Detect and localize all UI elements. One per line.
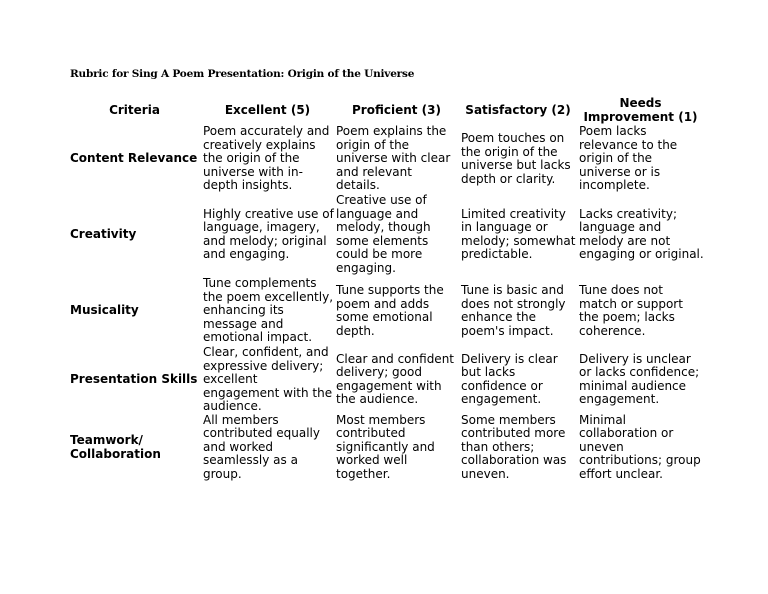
- proficient-cell: Creative use of language and melody, though some elements could be more engaging.: [336, 193, 431, 275]
- proficient-cell: Tune supports the poem and adds some emotional depth.: [336, 283, 444, 338]
- table-row: [68, 125, 704, 193]
- excellent-cell: Highly creative use of language, imagery, and melody; original and engaging.: [203, 206, 334, 261]
- header-satisfactory: Satisfactory (2): [465, 102, 571, 117]
- excellent-cell: All members contributed equally and worked seamlessly as a group.: [203, 412, 320, 481]
- excellent-cell: Poem accurately and creatively explains the origin of the universe with in-depth insights.: [203, 124, 330, 193]
- document-title: Rubric for Sing A Poem Presentation: Origin of the Universe: [70, 68, 415, 80]
- needs-improvement-cell: Poem lacks relevance to the origin of the universe or is incomplete.: [579, 124, 678, 193]
- satisfactory-cell: Limited creativity in language or melody; somewhat predictable.: [461, 206, 576, 261]
- header-row: [68, 96, 704, 125]
- criteria-cell: Presentation Skills: [70, 372, 198, 386]
- header-excellent: Excellent (5): [224, 102, 311, 117]
- needs-improvement-cell: Lacks creativity; language and melody are not engaging or original.: [579, 206, 704, 261]
- excellent-cell: Tune complements the poem excellently, enhancing its message and emotional impact.: [203, 276, 334, 345]
- excellent-cell: Clear, confident, and expressive delivery; excellent engagement with the audience.: [203, 345, 333, 413]
- table-row: [68, 346, 704, 414]
- satisfactory-cell: Some members contributed more than others; collaboration was uneven.: [461, 412, 567, 481]
- header-criteria: Criteria: [109, 102, 160, 117]
- criteria-cell: Teamwork/ Collaboration: [70, 433, 161, 461]
- rubric-table: [68, 96, 704, 482]
- proficient-cell: Clear and confident delivery; good engagement with the audience.: [336, 351, 455, 407]
- header-needs-improvement: Needs Improvement (1): [583, 96, 698, 124]
- satisfactory-cell: Poem touches on the origin of the universe but lacks depth or clarity.: [461, 131, 571, 186]
- needs-improvement-cell: Minimal collaboration or uneven contributions; group effort unclear.: [579, 412, 701, 481]
- needs-improvement-cell: Delivery is unclear or lacks confidence; minimal audience engagement.: [579, 351, 700, 407]
- needs-improvement-cell: Tune does not match or support the poem; lacks coherence.: [579, 283, 683, 338]
- header-proficient: Proficient (3): [352, 102, 441, 117]
- criteria-cell: Content Relevance: [70, 151, 198, 166]
- table-row: [68, 193, 704, 276]
- proficient-cell: Poem explains the origin of the universe with clear and relevant details.: [336, 124, 451, 193]
- proficient-cell: Most members contributed significantly and worked well together.: [336, 412, 435, 481]
- criteria-cell: Creativity: [70, 226, 137, 241]
- criteria-cell: Musicality: [70, 303, 139, 318]
- satisfactory-cell: Tune is basic and does not strongly enhance the poem's impact.: [461, 283, 566, 338]
- table-row: [68, 276, 704, 346]
- table-row: [68, 414, 704, 482]
- satisfactory-cell: Delivery is clear but lacks confidence or engagement.: [461, 351, 558, 407]
